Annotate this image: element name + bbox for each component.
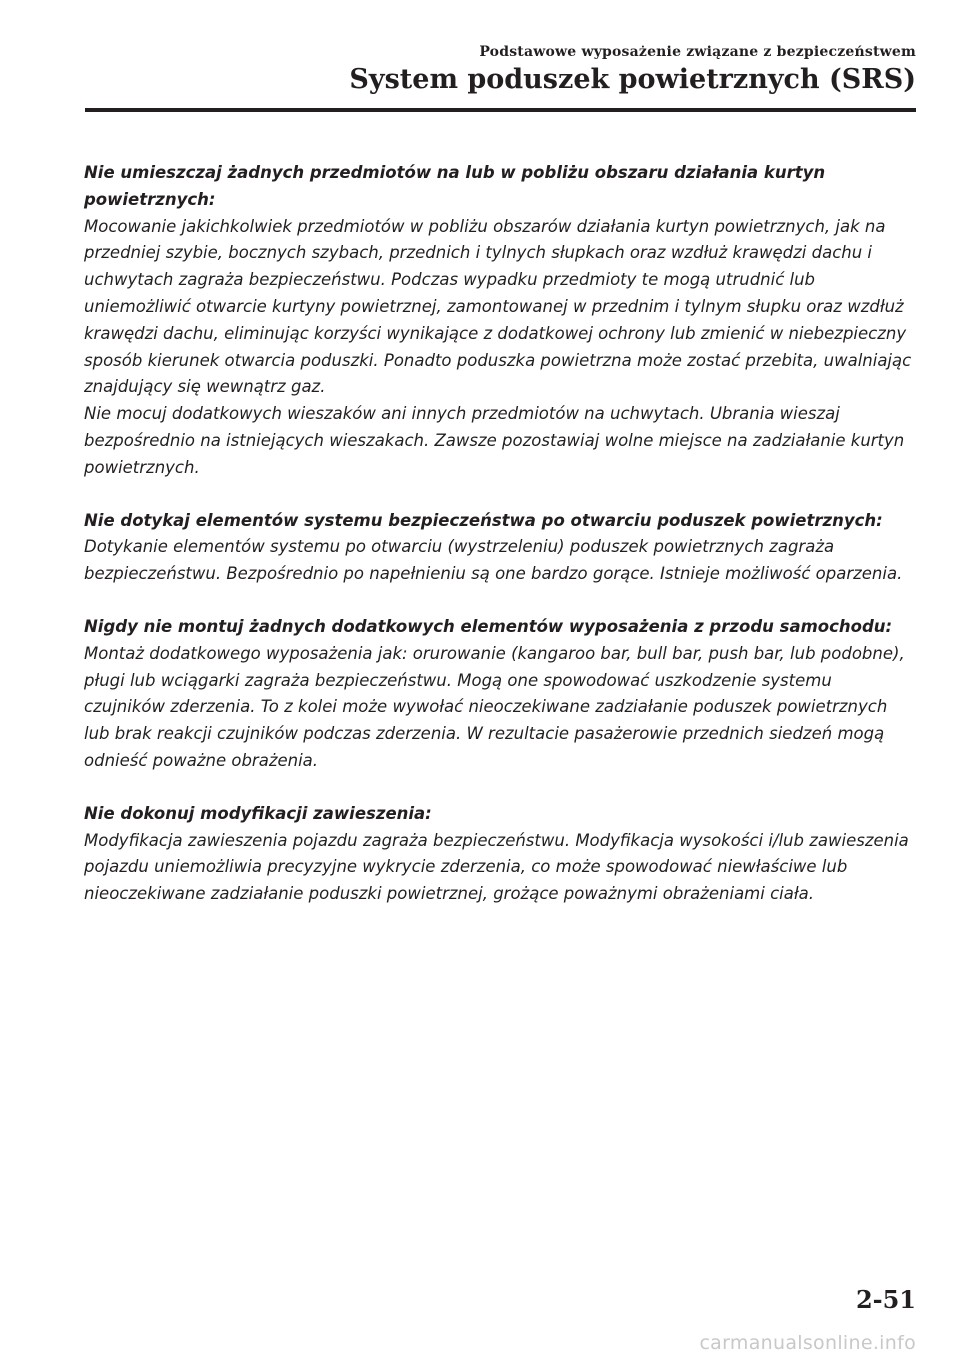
- warning-section: [84, 614, 916, 775]
- main-content: [84, 160, 916, 934]
- page-number: 2-51: [855, 1285, 916, 1314]
- page-header: [44, 44, 916, 95]
- section-paragraph: Modyfikacja zawieszenia pojazdu zagraża bezpieczeństwu. Modyfikacja wysokości i/lub zawieszenia pojazdu uniemożliwia precyzyjne wykrycie zderzenia, co może spowodować niewłaściwe lub nieoczekiwane zadziałanie poduszki powietrznej, grożące poważnymi obrażeniami ciała.: [84, 830, 909, 904]
- warning-section: [84, 508, 916, 588]
- section-heading: Nie dokonuj modyfikacji zawieszenia:: [84, 803, 432, 823]
- section-paragraph: Nie mocuj dodatkowych wieszaków ani innych przedmiotów na uchwytach. Ubrania wieszaj bezpośrednio na istniejących wieszakach. Zawsze pozostawiaj wolne miejsce na zadziałanie kurtyn powietrznych.: [84, 404, 905, 477]
- section-paragraph: Mocowanie jakichkolwiek przedmiotów w pobliżu obszarów działania kurtyn powietrznych, jak na przedniej szybie, bocznych szybach, przednich i tylnych słupkach oraz wzdłuż krawędzi dachu i uchwytach zagraża bezpieczeństwu. Podczas wypadku przedmioty te mogą utrudnić lub uniemożliwić otwarcie kurtyny powietrznej, zamontowanej w przednim i tylnym słupku oraz wzdłuż krawędzi dachu, eliminując korzyści wynikające z dodatkowej ochrony lub zmienić w niebezpieczny sposób kierunek otwarcia poduszki. Ponadto poduszka powietrzna może zostać przebita, uwalniając znajdujący się wewnątrz gaz.: [84, 216, 912, 397]
- watermark-text: carmanualsonline.info: [699, 1332, 916, 1354]
- section-heading: Nie umieszczaj żadnych przedmiotów na lub w pobliżu obszaru działania kurtyn powietrznych:: [84, 163, 826, 209]
- section-heading: Nigdy nie montuj żadnych dodatkowych elementów wyposażenia z przodu samochodu:: [84, 616, 893, 636]
- section-heading: Nie dotykaj elementów systemu bezpieczeństwa po otwarciu poduszek powietrznych:: [84, 510, 883, 530]
- section-paragraph: Montaż dodatkowego wyposażenia jak: orurowanie (kangaroo bar, bull bar, push bar, lub podobne), pługi lub wciągarki zagraża bezpieczeństwu. Mogą one spowodować uszkodzenie systemu czujników zderzenia. To z kolei może wywołać nieoczekiwane zadziałanie poduszek powietrznych lub brak reakcji czujników podczas zderzenia. W rezultacie pasażerowie przednich siedzeń mogą odnieść poważne obrażenia.: [84, 643, 905, 770]
- header-section-label: Podstawowe wyposażenie związane z bezpieczeństwem: [479, 44, 916, 60]
- header-divider: [85, 108, 916, 112]
- section-paragraph: Dotykanie elementów systemu po otwarciu (wystrzeleniu) poduszek powietrznych zagraża bezpieczeństwu. Bezpośrednio po napełnieniu są one bardzo gorące. Istnieje możliwość oparzenia.: [84, 537, 903, 584]
- warning-section: [84, 801, 916, 908]
- page-title: System poduszek powietrznych (SRS): [349, 64, 916, 95]
- warning-section: [84, 160, 916, 482]
